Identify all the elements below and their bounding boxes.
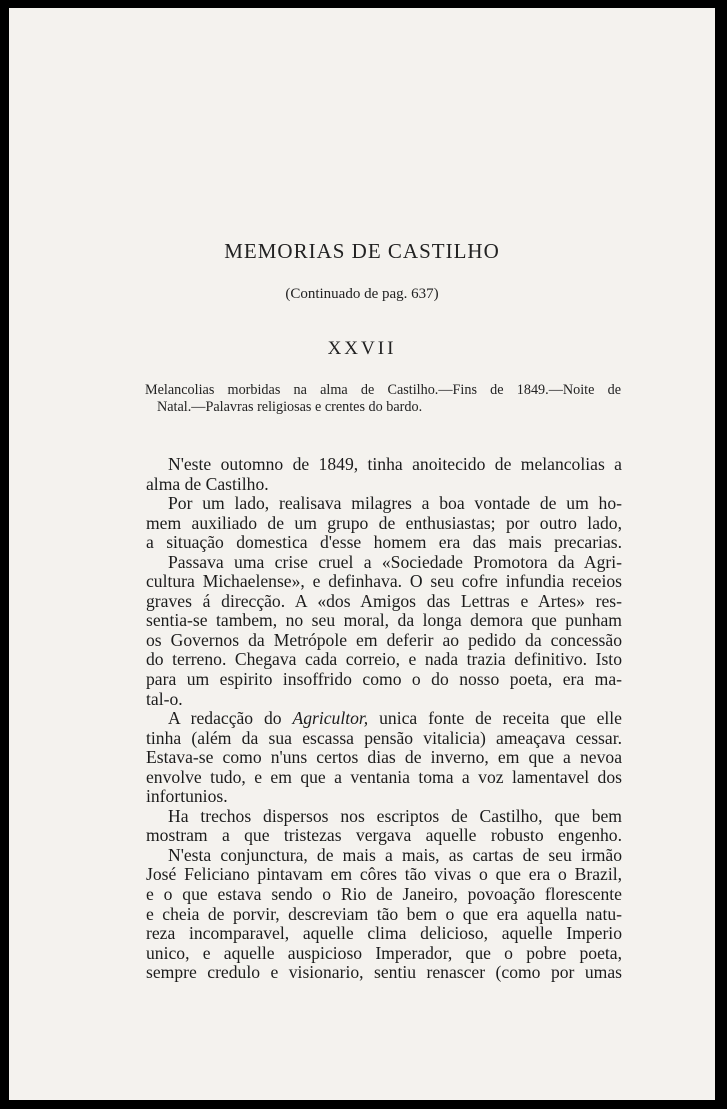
text-line: tinha (além da sua escassa pensão vitalicia) ameaçava cessar. [146, 727, 622, 748]
text-line: unico, e aquelle auspicioso Imperador, que o pobre poeta, [146, 942, 622, 963]
text-line: e cheia de porvir, descreviam tão bem o que era aquella natu- [146, 903, 622, 924]
text-line: do terreno. Chegava cada correio, e nada trazia definitivo. Isto [146, 649, 622, 670]
text-line: mem auxiliado de um grupo de enthusiastas; por outro lado, [146, 512, 622, 533]
text-line: sentia-se tambem, no seu moral, da longa demora que punham [146, 610, 622, 631]
summary-line: Natal.—Palavras religiosas e crentes do bardo. [157, 399, 423, 415]
continuation-note: (Continuado de pag. 637) [285, 286, 439, 302]
text-line: Por um lado, realisava milagres a boa vontade de um ho- [168, 493, 622, 514]
book-page [9, 8, 715, 1100]
text-line: Ha trechos dispersos nos escriptos de Castilho, que bem [168, 805, 622, 826]
text-line: graves á direcção. A «dos Amigos das Lettras e Artes» res- [146, 590, 622, 611]
text-line: os Governos da Metrópole em deferir ao pedido da concessão [146, 629, 622, 650]
page-title: MEMORIAS DE CASTILHO [224, 239, 500, 263]
text-line: reza incomparavel, aquelle clima delicioso, aquelle Imperio [146, 923, 622, 944]
summary-line: Melancolias morbidas na alma de Castilho.—Fins de 1849.—Noite de [145, 382, 621, 398]
text-line: para um espirito insoffrido como o do nosso poeta, era ma- [146, 669, 622, 690]
text-line: N'esta conjunctura, de mais a mais, as cartas de seu irmão [168, 844, 622, 865]
text-line-mixed [146, 709, 622, 729]
text-line: e o que estava sendo o Rio de Janeiro, povoação florescente [146, 884, 622, 905]
text-line: alma de Castilho. [146, 473, 269, 494]
body-text [146, 455, 622, 983]
text-fragment: unica fonte de receita que elle [379, 708, 622, 729]
text-line: Passava uma crise cruel a «Sociedade Promotora da Agri- [168, 551, 622, 572]
text-line: envolve tudo, e em que a ventania toma a voz lamentavel dos [146, 766, 622, 787]
text-line: José Feliciano pintavam em côres tão vivas o que era o Brazil, [146, 864, 622, 885]
italic-title: Agricultor, [292, 708, 369, 729]
text-line: sempre credulo e visionario, sentiu renascer (como por umas [146, 962, 622, 983]
text-line: N'este outomno de 1849, tinha anoitecido de melancolias a [168, 454, 622, 474]
text-line: a situação domestica d'esse homem era das mais precarias. [146, 532, 622, 553]
text-line: cultura Michaelense», e definhava. O seu cofre infundia receios [146, 571, 622, 592]
text-fragment: A redacção do [168, 708, 282, 729]
chapter-summary [145, 382, 621, 416]
text-line: mostram a que tristezas vergava aquelle robusto engenho. [146, 825, 622, 846]
text-line: tal-o. [146, 688, 183, 709]
text-line: infortunios. [146, 786, 228, 807]
chapter-number: XXVII [327, 338, 397, 359]
text-line: Estava-se como n'uns certos dias de inverno, em que a nevoa [146, 747, 622, 768]
